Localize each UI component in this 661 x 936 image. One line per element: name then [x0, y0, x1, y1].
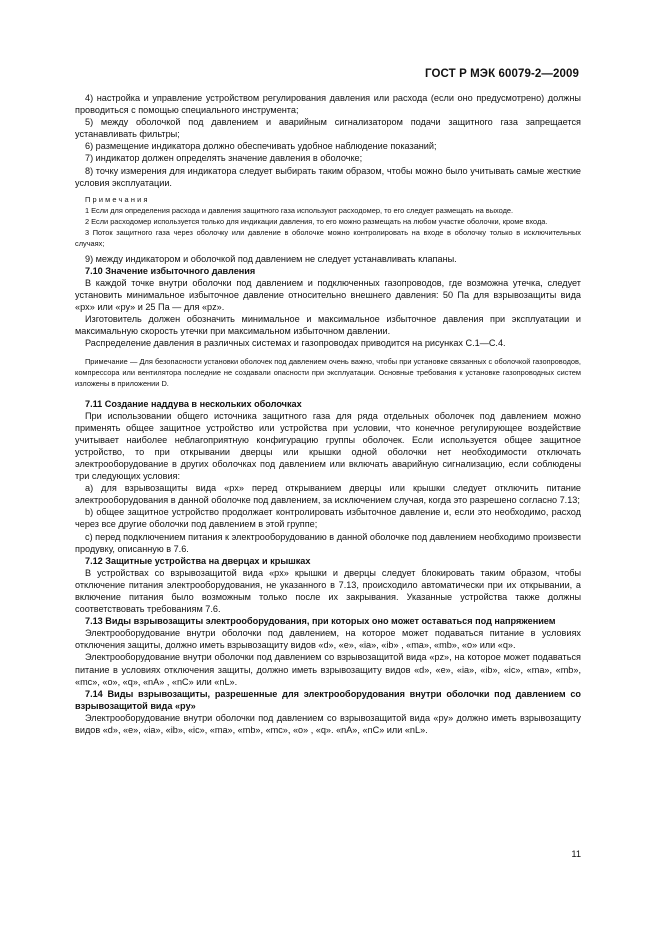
page-number: 11: [571, 849, 581, 859]
paragraph: В каждой точке внутри оболочки под давлением и подключенных газопроводов, где возможна утечка, следует установить минимальное избыточное давление относительно внешнего давления: 50 Па для взрывозащиты вида «px» или «py» и 25 Па — для «pz».: [75, 277, 581, 313]
section-heading-7-11: 7.11 Создание наддува в нескольких оболочках: [85, 398, 302, 409]
notes-heading: Примечания: [85, 194, 150, 204]
paragraph: Изготовитель должен обозначить минимальное и максимальное избыточное давления при эксплуатации и максимальную скорость утечки при максимальном избыточном давлении.: [75, 314, 581, 337]
paragraph: Электрооборудование внутри оболочки под давлением, на которое может подаваться питание в условиях отключения защиты, должно иметь взрывозащиту видов «d», «e», «ia», «ib» , «ma», «mb», «o» или «q».: [75, 628, 581, 651]
list-item: b) общее защитное устройство продолжает контролировать избыточное давление и, если это необходимо, расход через все другие оболочки под давлением в этой группе;: [75, 507, 581, 530]
paragraph: Электрооборудование внутри оболочки под давлением со взрывозащитой вида «py» должно иметь взрывозащиту видов «d», «e», «ia», «ib», «ic», «ma», «mb», «mc», «o» , «q». «nA», «nC» или «nL».: [75, 712, 581, 736]
paragraph: В устройствах со взрывозащитой вида «px» крышки и дверцы следует блокировать таким образом, чтобы отключение питания электрооборудования, не указанного в 7.13, происходило автоматически при их открывании, а включение питания было возможным только после их закрывания. Указанные устройства также должны соответствовать требованиям 7.6.: [75, 567, 581, 615]
note-item: 3 Поток защитного газа через оболочку или давление в оболочке можно контролировать на входе в оболочку только в исключительных случаях;: [75, 227, 581, 248]
section-note: Примечание — Для безопасности установки оболочек под давлением очень важно, чтобы при установке связанных с оболочкой газопроводов, компрессора или вентилятора последние не создавали опасности при эксплуатации. Основные требования к установке газопроводных систем изложены в приложении D.: [75, 356, 581, 388]
section-heading-7-13: 7.13 Виды взрывозащиты электрооборудования, при которых оно может оставаться под напряжением: [85, 616, 556, 627]
paragraph: При использовании общего источника защитного газа для ряда отдельных оболочек под давлением можно применять общее защитное устройство или устройства при условии, что конечное регулирующее воздействие учитывает наиболее неблагоприятную конфигурацию группы оболочек. Если используется общее защитное устройство, то при открывании дверцы или крышки одной оболочки нет необходимости отключать электрооборудование в других оболочках под давлением или включать аварийную сигнализацию, если соблюдены три следующих условия:: [75, 410, 581, 482]
list-item: a) для взрывозащиты вида «px» перед открыванием дверцы или крышки следует отключить питание электрооборудования в данной оболочке под давлением, за исключением случая, когда это разрешено согласно 7.13;: [75, 483, 581, 506]
section-heading-7-14: 7.14 Виды взрывозащиты, разрешенные для электрооборудования внутри оболочки под давлением со взрывозащитой вида «py»: [75, 688, 581, 711]
note-item: 2 Если расходомер используется только для индикации давления, то его можно размещать на любом участке оболочки, кроме входа.: [85, 216, 548, 226]
list-item: 7) индикатор должен определять значение давления в оболочке;: [85, 153, 363, 164]
standard-header: ГОСТ Р МЭК 60079-2—2009: [425, 68, 579, 80]
list-item: 5) между оболочкой под давлением и аварийным сигнализатором подачи защитного газа запрещается устанавливать фильтры;: [75, 117, 581, 140]
paragraph: Электрооборудование внутри оболочки под давлением со взрывозащитой вида «pz», на которое может подаваться питание в условиях отключения защиты, должно иметь взрывозащиту видов «d», «e», «ia», «ib», «ic», «ma», «mb», «mc», «o», «q», «nA» , «nC» или «nL».: [75, 652, 581, 687]
list-item: 8) точку измерения для индикатора следует выбирать таким образом, чтобы можно было учитывать самые жесткие условия эксплуатации.: [75, 165, 581, 188]
section-heading-7-10: 7.10 Значение избыточного давления: [85, 265, 256, 276]
list-item: 6) размещение индикатора должно обеспечивать удобное наблюдение показаний;: [85, 141, 437, 152]
list-item: 4) настройка и управление устройством регулирования давления или расхода (если оно предусмотрено) должны проводиться с помощью специального инструмента;: [75, 93, 581, 116]
paragraph: Распределение давления в различных системах и газопроводах приводится на рисунках С.1—С.4.: [85, 338, 506, 349]
document-body: [75, 92, 581, 736]
list-item: c) перед подключением питания к электрооборудованию в данной оболочке под давлением необходимо произвести продувку, описанную в 7.6.: [75, 531, 581, 554]
list-item: 9) между индикатором и оболочкой под давлением не следует устанавливать клапаны.: [85, 253, 457, 264]
section-heading-7-12: 7.12 Защитные устройства на дверцах и крышках: [85, 555, 311, 566]
note-item: 1 Если для определения расхода и давления защитного газа используют расходомер, то его следует размещать на выходе.: [85, 205, 514, 215]
